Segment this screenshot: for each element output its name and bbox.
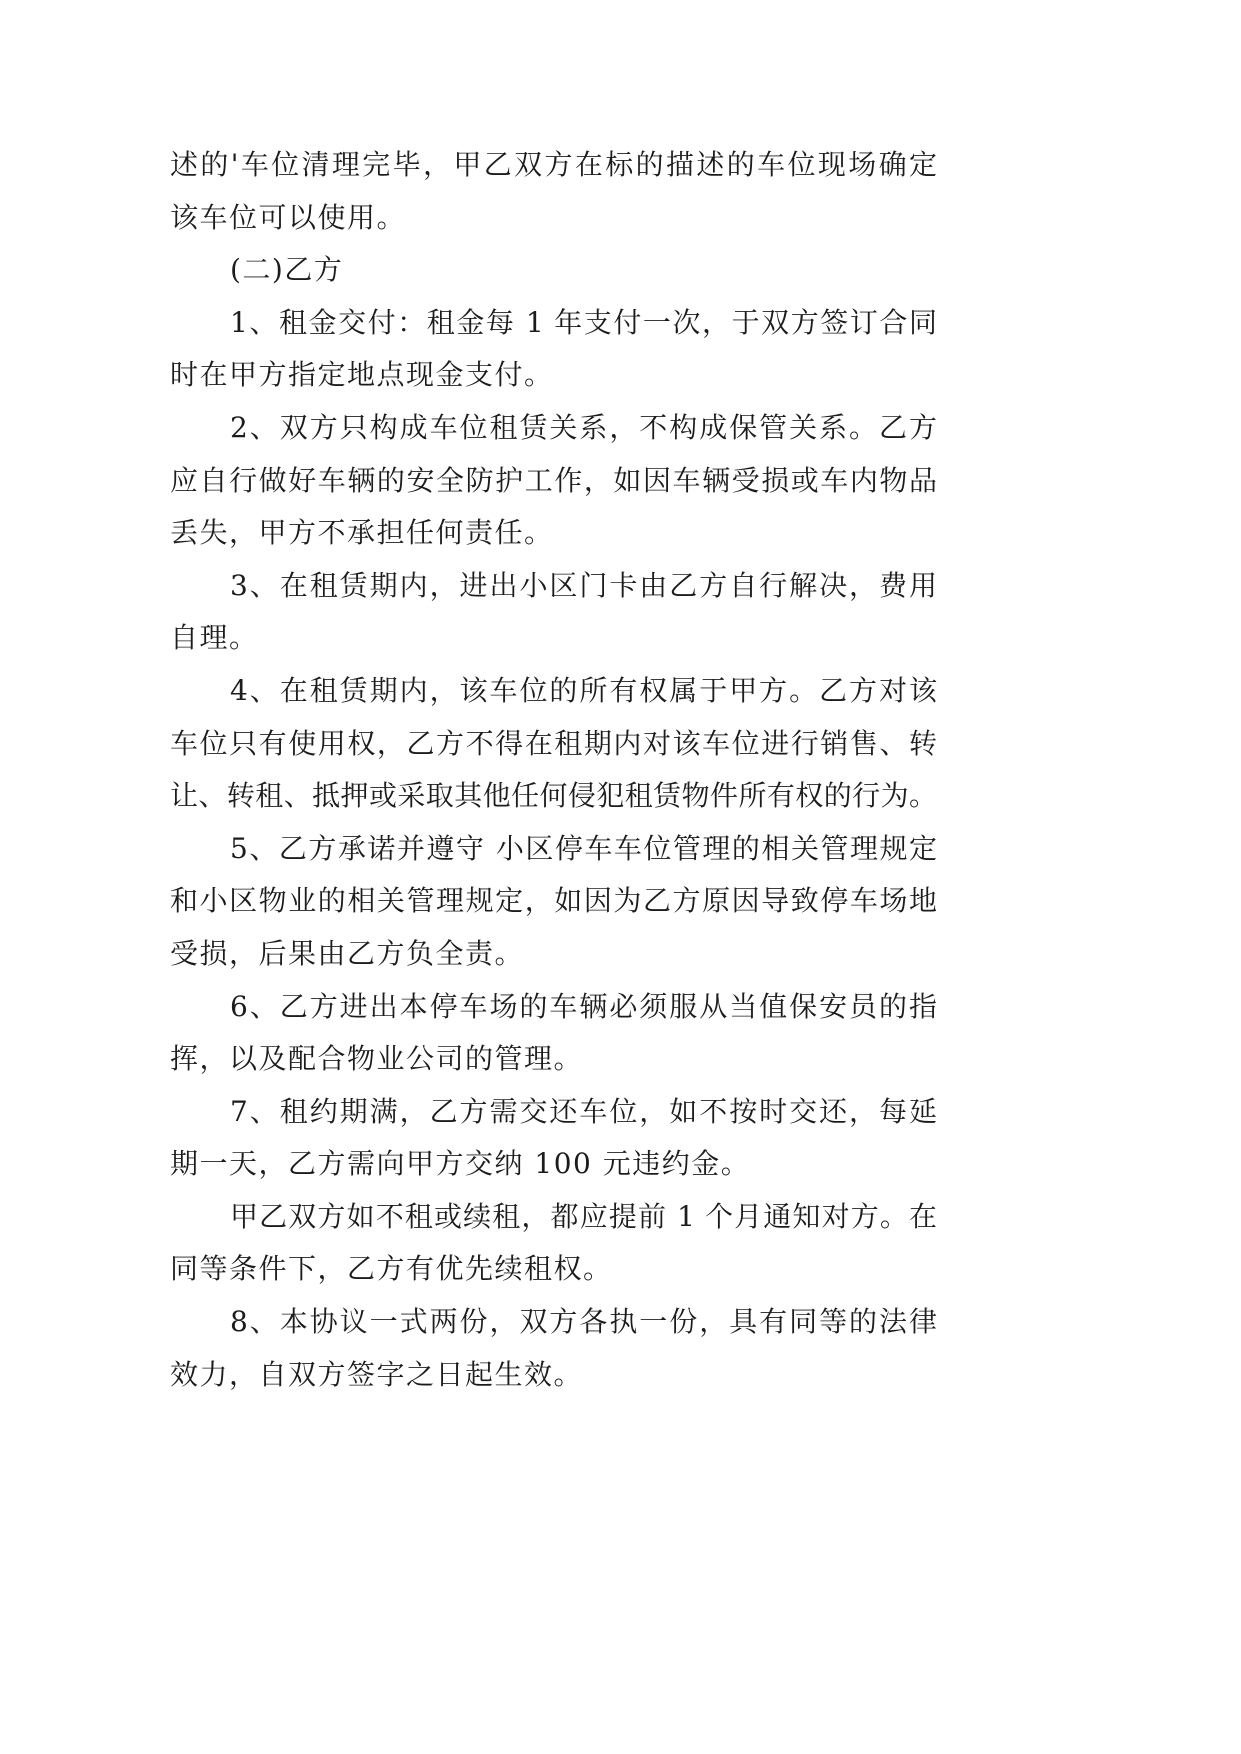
text-line: 2、双方只构成车位租赁关系，不构成保管关系。乙方 xyxy=(230,410,937,444)
text-line: 5、乙方承诺并遵守 小区停车车位管理的相关管理规定 xyxy=(230,831,937,865)
text-line: 该车位可以使用。 xyxy=(170,200,407,234)
document-body xyxy=(170,139,937,1401)
text-line: 7、租约期满，乙方需交还车位，如不按时交还，每延 xyxy=(230,1094,937,1128)
text-line: (二)乙方 xyxy=(230,253,344,287)
clause-6-security-guidance xyxy=(170,981,937,1086)
text-line: 8、本协议一式两份，双方各执一份，具有同等的法律 xyxy=(230,1305,937,1339)
text-line: 和小区物业的相关管理规定，如因为乙方原因导致停车场地 xyxy=(170,884,937,918)
renewal-notice-paragraph xyxy=(170,1191,937,1296)
text-line: 4、在租赁期内，该车位的所有权属于甲方。乙方对该 xyxy=(230,673,937,707)
text-line: 受损，后果由乙方负全责。 xyxy=(170,936,525,970)
clause-8-copies-effect xyxy=(170,1296,937,1401)
paragraph-continuation xyxy=(170,139,937,244)
text-line: 挥，以及配合物业公司的管理。 xyxy=(170,1042,584,1076)
text-line: 车位只有使用权，乙方不得在租期内对该车位进行销售、转 xyxy=(170,726,937,760)
section-heading-party-b xyxy=(170,244,937,297)
clause-3-access-card xyxy=(170,560,937,665)
clause-7-lease-expiry xyxy=(170,1086,937,1191)
text-line: 1、租金交付：租金每 1 年支付一次，于双方签订合同 xyxy=(230,305,937,339)
clause-5-parking-rules xyxy=(170,823,937,981)
text-line: 述的'车位清理完毕，甲乙双方在标的描述的车位现场确定 xyxy=(170,148,937,181)
clause-2-lease-relationship xyxy=(170,402,937,560)
clause-4-ownership xyxy=(170,665,937,823)
text-line: 3、在租赁期内，进出小区门卡由乙方自行解决，费用 xyxy=(230,568,937,602)
text-line: 期一天，乙方需向甲方交纳 100 元违约金。 xyxy=(170,1147,751,1181)
text-line: 应自行做好车辆的安全防护工作，如因车辆受损或车内物品 xyxy=(170,463,937,497)
text-line: 时在甲方指定地点现金支付。 xyxy=(170,358,554,392)
text-line: 甲乙双方如不租或续租，都应提前 1 个月通知对方。在 xyxy=(230,1199,937,1233)
text-line: 同等条件下，乙方有优先续租权。 xyxy=(170,1252,613,1286)
text-line: 6、乙方进出本停车场的车辆必须服从当值保安员的指 xyxy=(230,989,937,1023)
clause-1-rent-payment xyxy=(170,297,937,402)
text-line: 自理。 xyxy=(170,621,259,655)
text-line: 让、转租、抵押或采取其他任何侵犯租赁物件所有权的行为。 xyxy=(170,779,937,813)
text-line: 丢失，甲方不承担任何责任。 xyxy=(170,516,554,550)
text-line: 效力，自双方签字之日起生效。 xyxy=(170,1357,584,1391)
